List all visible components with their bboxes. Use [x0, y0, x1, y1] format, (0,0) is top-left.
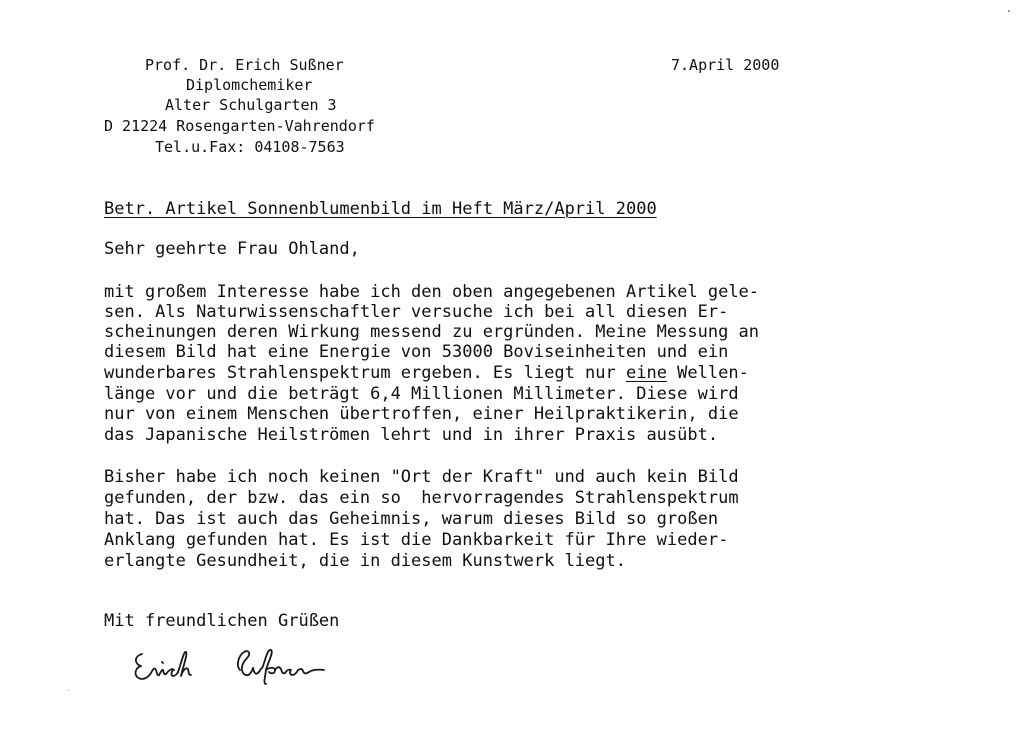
paragraph-line: Bisher habe ich noch keinen "Ort der Kraft" und auch kein Bild: [104, 467, 739, 487]
text-run: Wellen-: [666, 363, 749, 383]
paragraph-line: hat. Das ist auch das Geheimnis, warum dieses Bild so großen: [104, 509, 719, 529]
salutation: Sehr geehrte Frau Ohland,: [104, 239, 360, 259]
paragraph-line: sen. Als Naturwissenschaftler versuche ich bei all diesen Er-: [104, 302, 729, 322]
handwritten-signature: [128, 640, 368, 690]
subject-line: Betr. Artikel Sonnenblumenbild im Heft März/April 2000: [104, 199, 657, 219]
paragraph-line: mit großem Interesse habe ich den oben angegebenen Artikel gele-: [104, 282, 760, 302]
paragraph-line: das Japanische Heilströmen lehrt und in ihrer Praxis ausübt.: [104, 425, 719, 445]
paragraph-line: diesem Bild hat eine Energie von 53000 Boviseinheiten und ein: [104, 342, 729, 362]
sender-street: Alter Schulgarten 3: [165, 96, 337, 114]
scan-speck: [1008, 10, 1010, 12]
text-run: wunderbares Strahlenspektrum ergeben. Es liegt nur: [104, 363, 626, 383]
paragraph-line: erlangte Gesundheit, die in diesem Kunstwerk liegt.: [104, 551, 626, 571]
paragraph-line: nur von einem Menschen übertroffen, einer Heilpraktikerin, die: [104, 404, 739, 424]
sender-title: Diplomchemiker: [186, 76, 313, 94]
emphasized-word: eine: [625, 363, 667, 383]
paragraph-line: gefunden, der bzw. das ein so hervorragendes Strahlenspektrum: [104, 488, 739, 508]
letter-date: 7.April 2000: [671, 56, 780, 74]
paragraph-line: scheinungen deren Wirkung messend zu ergründen. Meine Messung an: [104, 322, 760, 342]
scan-speck: [68, 690, 69, 691]
sender-name: Prof. Dr. Erich Sußner: [145, 56, 344, 74]
closing: Mit freundlichen Grüßen: [104, 611, 340, 631]
paragraph-line: Anklang gefunden hat. Es ist die Dankbarkeit für Ihre wieder-: [104, 530, 729, 550]
paragraph-line: länge vor und die beträgt 6,4 Millionen Millimeter. Diese wird: [104, 384, 739, 404]
sender-city: D 21224 Rosengarten-Vahrendorf: [104, 117, 375, 135]
sender-phone: Tel.u.Fax: 04108-7563: [155, 138, 345, 156]
paragraph-line: [104, 363, 749, 383]
